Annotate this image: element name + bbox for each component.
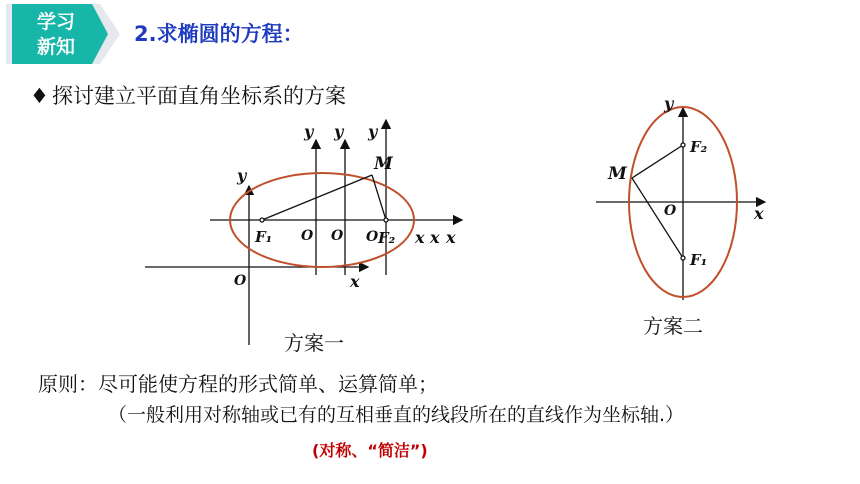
scheme1-label-f1: F₁: [255, 228, 273, 246]
scheme1-label-o1: O: [234, 273, 247, 289]
scheme1-label-m: M: [374, 154, 393, 174]
badge-line2: 新知: [36, 36, 75, 58]
scheme1-focus-f1: [260, 218, 264, 222]
diamond-icon: ♦: [30, 84, 49, 108]
scheme1-label-x3: x: [446, 228, 456, 247]
scheme2-label-y: y: [664, 94, 674, 113]
scheme1-label-x2: x: [430, 228, 440, 247]
scheme1-label-y1: y: [237, 166, 247, 185]
scheme2-label-f2: F₂: [690, 138, 708, 156]
scheme2-label-f1: F₁: [690, 251, 708, 269]
scheme2-label-o: O: [664, 203, 677, 219]
scheme1-caption: 方案一: [284, 331, 344, 355]
scheme1-focus-f2: [384, 218, 388, 222]
scheme2-diagram: [596, 107, 765, 300]
scheme1-label-f2: F₂: [378, 229, 396, 247]
page-title: 2.求椭圆的方程：: [134, 22, 304, 46]
scheme2-segment-mf2: [632, 145, 683, 178]
scheme2-label-x: x: [754, 204, 764, 223]
bullet-text: 探讨建立平面直角坐标系的方案: [52, 84, 346, 108]
scheme2-caption: 方案二: [643, 314, 703, 338]
scheme2-focus-f1: [681, 256, 685, 260]
scheme1-label-y4: y: [368, 122, 378, 141]
scheme1-label-x4: x: [350, 272, 360, 291]
scheme1-label-y2: y: [304, 122, 314, 141]
badge-line1: 学习: [36, 11, 75, 33]
scheme1-label-o4: O: [366, 229, 379, 245]
scheme1-segment-mf1: [262, 175, 372, 220]
principle-text: 原则：尽可能使方程的形式简单、运算简单；: [38, 372, 438, 396]
scheme1-label-x1: x: [415, 228, 425, 247]
note-text: （一般利用对称轴或已有的互相垂直的线段所在的直线作为坐标轴.）: [108, 404, 685, 426]
scheme1-label-o2: O: [301, 228, 314, 244]
scheme1-segment-mf2: [372, 175, 386, 220]
scheme1-label-y3: y: [334, 122, 344, 141]
scheme2-label-m: M: [608, 164, 627, 184]
emphasis-text: (对称、“简洁”): [312, 441, 428, 460]
scheme2-focus-f2: [681, 143, 685, 147]
scheme1-label-o3: O: [331, 228, 344, 244]
